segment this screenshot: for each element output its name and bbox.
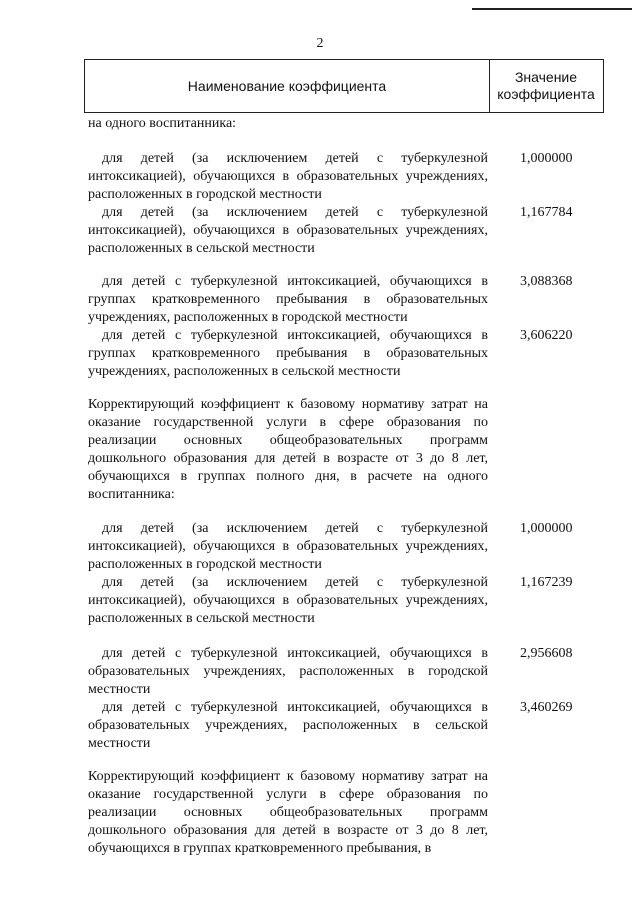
- section-heading: Корректирующий коэффициент к базовому нормативу затрат на оказание государственной услуги в сфере образования по реализации основных общеобразовательных программ дошкольного образования для детей в возрасте от 3 до 8 лет, обучающихся в группах полного дня, в расчете на одного воспитанника:: [88, 397, 488, 502]
- row-description: для детей (за исключением детей с туберкулезной интоксикацией), обучающихся в образовательных учреждениях, расположенных в городской местности: [88, 151, 488, 202]
- table-row: [88, 520, 640, 574]
- section-heading: Корректирующий коэффициент к базовому нормативу затрат на оказание государственной услуги в сфере образования по реализации основных общеобразовательных программ дошкольного образования для детей в возрасте от 3 до 8 лет, обучающихся в группах кратковременного пребывания, в: [88, 769, 488, 856]
- table-row: [88, 150, 640, 204]
- row-value: 1,000000: [520, 151, 573, 166]
- row-description: для детей (за исключением детей с туберкулезной интоксикацией), обучающихся в образовательных учреждениях, расположенных в сельской местности: [88, 575, 488, 626]
- row-description: для детей с туберкулезной интоксикацией, обучающихся в образовательных учреждениях, расположенных в городской местности: [88, 646, 488, 697]
- row-description: для детей с туберкулезной интоксикацией, обучающихся в группах кратковременного пребывания в образовательных учреждениях, расположенных в сельской местности: [88, 328, 488, 379]
- table-row: [88, 273, 640, 327]
- table-header: [84, 59, 604, 113]
- header-name-label: Наименование коэффициента: [187, 78, 387, 94]
- header-value-cell: [489, 60, 603, 112]
- row-description: для детей (за исключением детей с туберкулезной интоксикацией), обучающихся в образовательных учреждениях, расположенных в сельской местности: [88, 205, 488, 256]
- lead-line: на одного воспитанника:: [88, 116, 237, 131]
- row-value: 3,460269: [520, 700, 573, 715]
- row-value: 3,606220: [520, 328, 573, 343]
- table-row: [88, 699, 640, 753]
- table-row: [88, 204, 640, 258]
- table-row: [88, 574, 640, 628]
- page-number: 2: [316, 36, 324, 51]
- row-description: для детей с туберкулезной интоксикацией, обучающихся в группах кратковременного пребывания в образовательных учреждениях, расположенных в городской местности: [88, 274, 488, 325]
- row-value: 3,088368: [520, 274, 573, 289]
- row-description: для детей (за исключением детей с туберкулезной интоксикацией), обучающихся в образовательных учреждениях, расположенных в городской местности: [88, 521, 488, 572]
- row-description: для детей с туберкулезной интоксикацией, обучающихся в образовательных учреждениях, расположенных в сельской местности: [88, 700, 488, 751]
- top-rule: [472, 8, 632, 10]
- row-value: 1,000000: [520, 521, 573, 536]
- table-row: [88, 327, 640, 381]
- header-name-cell: [85, 60, 490, 112]
- row-value: 1,167239: [520, 575, 573, 590]
- row-value: 2,956608: [520, 646, 573, 661]
- header-value-label: Значение коэффициента: [497, 69, 595, 102]
- row-value: 1,167784: [520, 205, 573, 220]
- table-row: [88, 645, 640, 699]
